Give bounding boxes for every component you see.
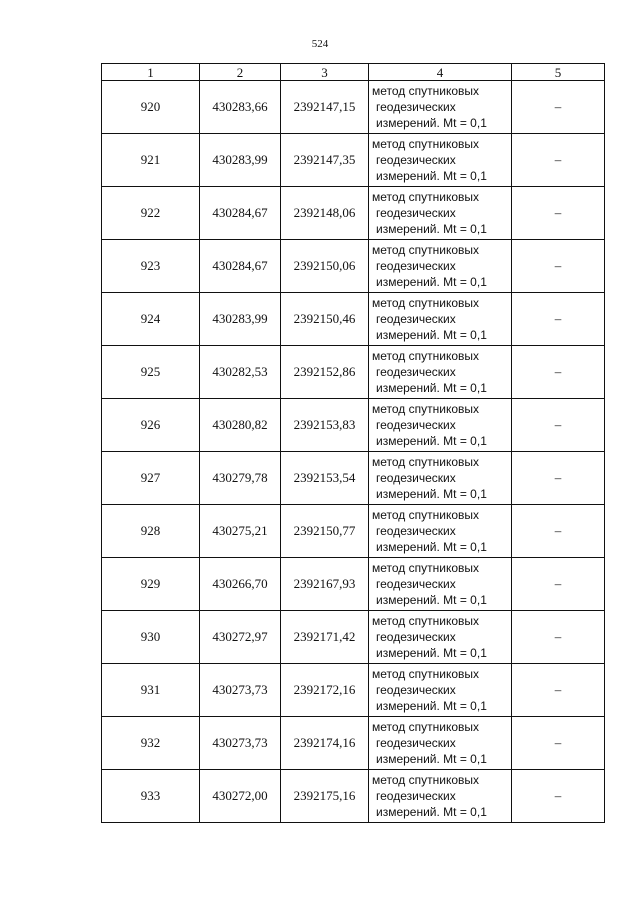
x-coordinate-cell: 430273,73 <box>200 664 281 717</box>
x-coordinate-cell: 430280,82 <box>200 399 281 452</box>
table-row <box>102 770 605 823</box>
header-col-1: 1 <box>102 64 200 81</box>
table-row <box>102 611 605 664</box>
method-text-line2: геодезических <box>376 736 456 750</box>
table-row <box>102 664 605 717</box>
method-cell <box>369 558 512 611</box>
method-text-line3: измерений. Mt = 0,1 <box>376 328 487 342</box>
method-text-line3: измерений. Mt = 0,1 <box>376 487 487 501</box>
table-row <box>102 240 605 293</box>
header-row <box>102 64 605 81</box>
y-coordinate-cell: 2392148,06 <box>281 187 369 240</box>
y-coordinate-cell: 2392150,46 <box>281 293 369 346</box>
method-text-line1: метод спутниковых <box>372 137 480 151</box>
method-text-line3: измерений. Mt = 0,1 <box>376 222 487 236</box>
y-coordinate-cell: 2392174,16 <box>281 717 369 770</box>
method-text-line3: измерений. Mt = 0,1 <box>376 275 487 289</box>
method-text-line1: метод спутниковых <box>372 667 480 681</box>
point-number-cell: 922 <box>102 187 200 240</box>
page-number: 524 <box>311 38 329 50</box>
method-cell <box>369 240 512 293</box>
note-cell: – <box>512 558 605 611</box>
table-row <box>102 134 605 187</box>
method-text-line1: метод спутниковых <box>372 773 480 787</box>
point-number-cell: 921 <box>102 134 200 187</box>
point-number-cell: 927 <box>102 452 200 505</box>
x-coordinate-cell: 430283,99 <box>200 134 281 187</box>
x-coordinate-cell: 430282,53 <box>200 346 281 399</box>
method-text-line3: измерений. Mt = 0,1 <box>376 540 487 554</box>
method-text-line2: геодезических <box>376 577 456 591</box>
y-coordinate-cell: 2392175,16 <box>281 770 369 823</box>
y-coordinate-cell: 2392172,16 <box>281 664 369 717</box>
note-cell: – <box>512 346 605 399</box>
header-col-4: 4 <box>369 64 512 81</box>
note-cell: – <box>512 293 605 346</box>
table-row <box>102 558 605 611</box>
table-row <box>102 346 605 399</box>
table-row <box>102 293 605 346</box>
method-cell <box>369 134 512 187</box>
method-cell <box>369 664 512 717</box>
x-coordinate-cell: 430272,97 <box>200 611 281 664</box>
method-text-line3: измерений. Mt = 0,1 <box>376 805 487 819</box>
method-text-line2: геодезических <box>376 259 456 273</box>
method-text-line2: геодезических <box>376 524 456 538</box>
method-text-line2: геодезических <box>376 206 456 220</box>
table-row <box>102 399 605 452</box>
method-text-line2: геодезических <box>376 683 456 697</box>
table-row <box>102 81 605 134</box>
x-coordinate-cell: 430279,78 <box>200 452 281 505</box>
method-text-line1: метод спутниковых <box>372 84 480 98</box>
note-cell: – <box>512 717 605 770</box>
point-number-cell: 924 <box>102 293 200 346</box>
note-cell: – <box>512 399 605 452</box>
point-number-cell: 926 <box>102 399 200 452</box>
method-cell <box>369 399 512 452</box>
method-cell <box>369 717 512 770</box>
y-coordinate-cell: 2392153,83 <box>281 399 369 452</box>
method-text-line3: измерений. Mt = 0,1 <box>376 593 487 607</box>
point-number-cell: 933 <box>102 770 200 823</box>
point-number-cell: 923 <box>102 240 200 293</box>
point-number-cell: 931 <box>102 664 200 717</box>
method-text-line2: геодезических <box>376 630 456 644</box>
method-text-line3: измерений. Mt = 0,1 <box>376 434 487 448</box>
y-coordinate-cell: 2392147,35 <box>281 134 369 187</box>
method-text-line1: метод спутниковых <box>372 296 480 310</box>
table-row <box>102 717 605 770</box>
y-coordinate-cell: 2392153,54 <box>281 452 369 505</box>
method-text-line1: метод спутниковых <box>372 402 480 416</box>
method-text-line2: геодезических <box>376 153 456 167</box>
method-cell <box>369 187 512 240</box>
method-cell <box>369 505 512 558</box>
x-coordinate-cell: 430273,73 <box>200 717 281 770</box>
note-cell: – <box>512 611 605 664</box>
point-number-cell: 930 <box>102 611 200 664</box>
table-row <box>102 452 605 505</box>
method-text-line3: измерений. Mt = 0,1 <box>376 699 487 713</box>
table-row <box>102 187 605 240</box>
method-cell <box>369 293 512 346</box>
x-coordinate-cell: 430284,67 <box>200 240 281 293</box>
note-cell: – <box>512 452 605 505</box>
y-coordinate-cell: 2392150,06 <box>281 240 369 293</box>
x-coordinate-cell: 430283,99 <box>200 293 281 346</box>
table-body <box>102 81 605 823</box>
note-cell: – <box>512 505 605 558</box>
x-coordinate-cell: 430266,70 <box>200 558 281 611</box>
method-text-line2: геодезических <box>376 789 456 803</box>
header-col-3: 3 <box>281 64 369 81</box>
method-text-line3: измерений. Mt = 0,1 <box>376 116 487 130</box>
method-text-line3: измерений. Mt = 0,1 <box>376 752 487 766</box>
coordinates-table <box>101 63 605 823</box>
point-number-cell: 932 <box>102 717 200 770</box>
method-text-line3: измерений. Mt = 0,1 <box>376 646 487 660</box>
method-text-line2: геодезических <box>376 365 456 379</box>
y-coordinate-cell: 2392167,93 <box>281 558 369 611</box>
method-text-line1: метод спутниковых <box>372 243 480 257</box>
method-text-line2: геодезических <box>376 471 456 485</box>
note-cell: – <box>512 81 605 134</box>
method-text-line2: геодезических <box>376 100 456 114</box>
y-coordinate-cell: 2392152,86 <box>281 346 369 399</box>
y-coordinate-cell: 2392150,77 <box>281 505 369 558</box>
header-col-2: 2 <box>200 64 281 81</box>
point-number-cell: 920 <box>102 81 200 134</box>
method-text-line2: геодезических <box>376 312 456 326</box>
method-cell <box>369 770 512 823</box>
method-text-line1: метод спутниковых <box>372 455 480 469</box>
point-number-cell: 925 <box>102 346 200 399</box>
method-text-line1: метод спутниковых <box>372 508 480 522</box>
note-cell: – <box>512 770 605 823</box>
method-text-line1: метод спутниковых <box>372 720 480 734</box>
y-coordinate-cell: 2392171,42 <box>281 611 369 664</box>
method-text-line3: измерений. Mt = 0,1 <box>376 381 487 395</box>
method-text-line3: измерений. Mt = 0,1 <box>376 169 487 183</box>
method-text-line1: метод спутниковых <box>372 614 480 628</box>
method-text-line2: геодезических <box>376 418 456 432</box>
x-coordinate-cell: 430283,66 <box>200 81 281 134</box>
x-coordinate-cell: 430284,67 <box>200 187 281 240</box>
note-cell: – <box>512 664 605 717</box>
method-text-line1: метод спутниковых <box>372 561 480 575</box>
method-text-line1: метод спутниковых <box>372 349 480 363</box>
note-cell: – <box>512 240 605 293</box>
table-row <box>102 505 605 558</box>
x-coordinate-cell: 430275,21 <box>200 505 281 558</box>
header-col-5: 5 <box>512 64 605 81</box>
point-number-cell: 929 <box>102 558 200 611</box>
method-cell <box>369 611 512 664</box>
method-cell <box>369 346 512 399</box>
y-coordinate-cell: 2392147,15 <box>281 81 369 134</box>
method-cell <box>369 452 512 505</box>
method-cell <box>369 81 512 134</box>
note-cell: – <box>512 187 605 240</box>
note-cell: – <box>512 134 605 187</box>
point-number-cell: 928 <box>102 505 200 558</box>
x-coordinate-cell: 430272,00 <box>200 770 281 823</box>
method-text-line1: метод спутниковых <box>372 190 480 204</box>
